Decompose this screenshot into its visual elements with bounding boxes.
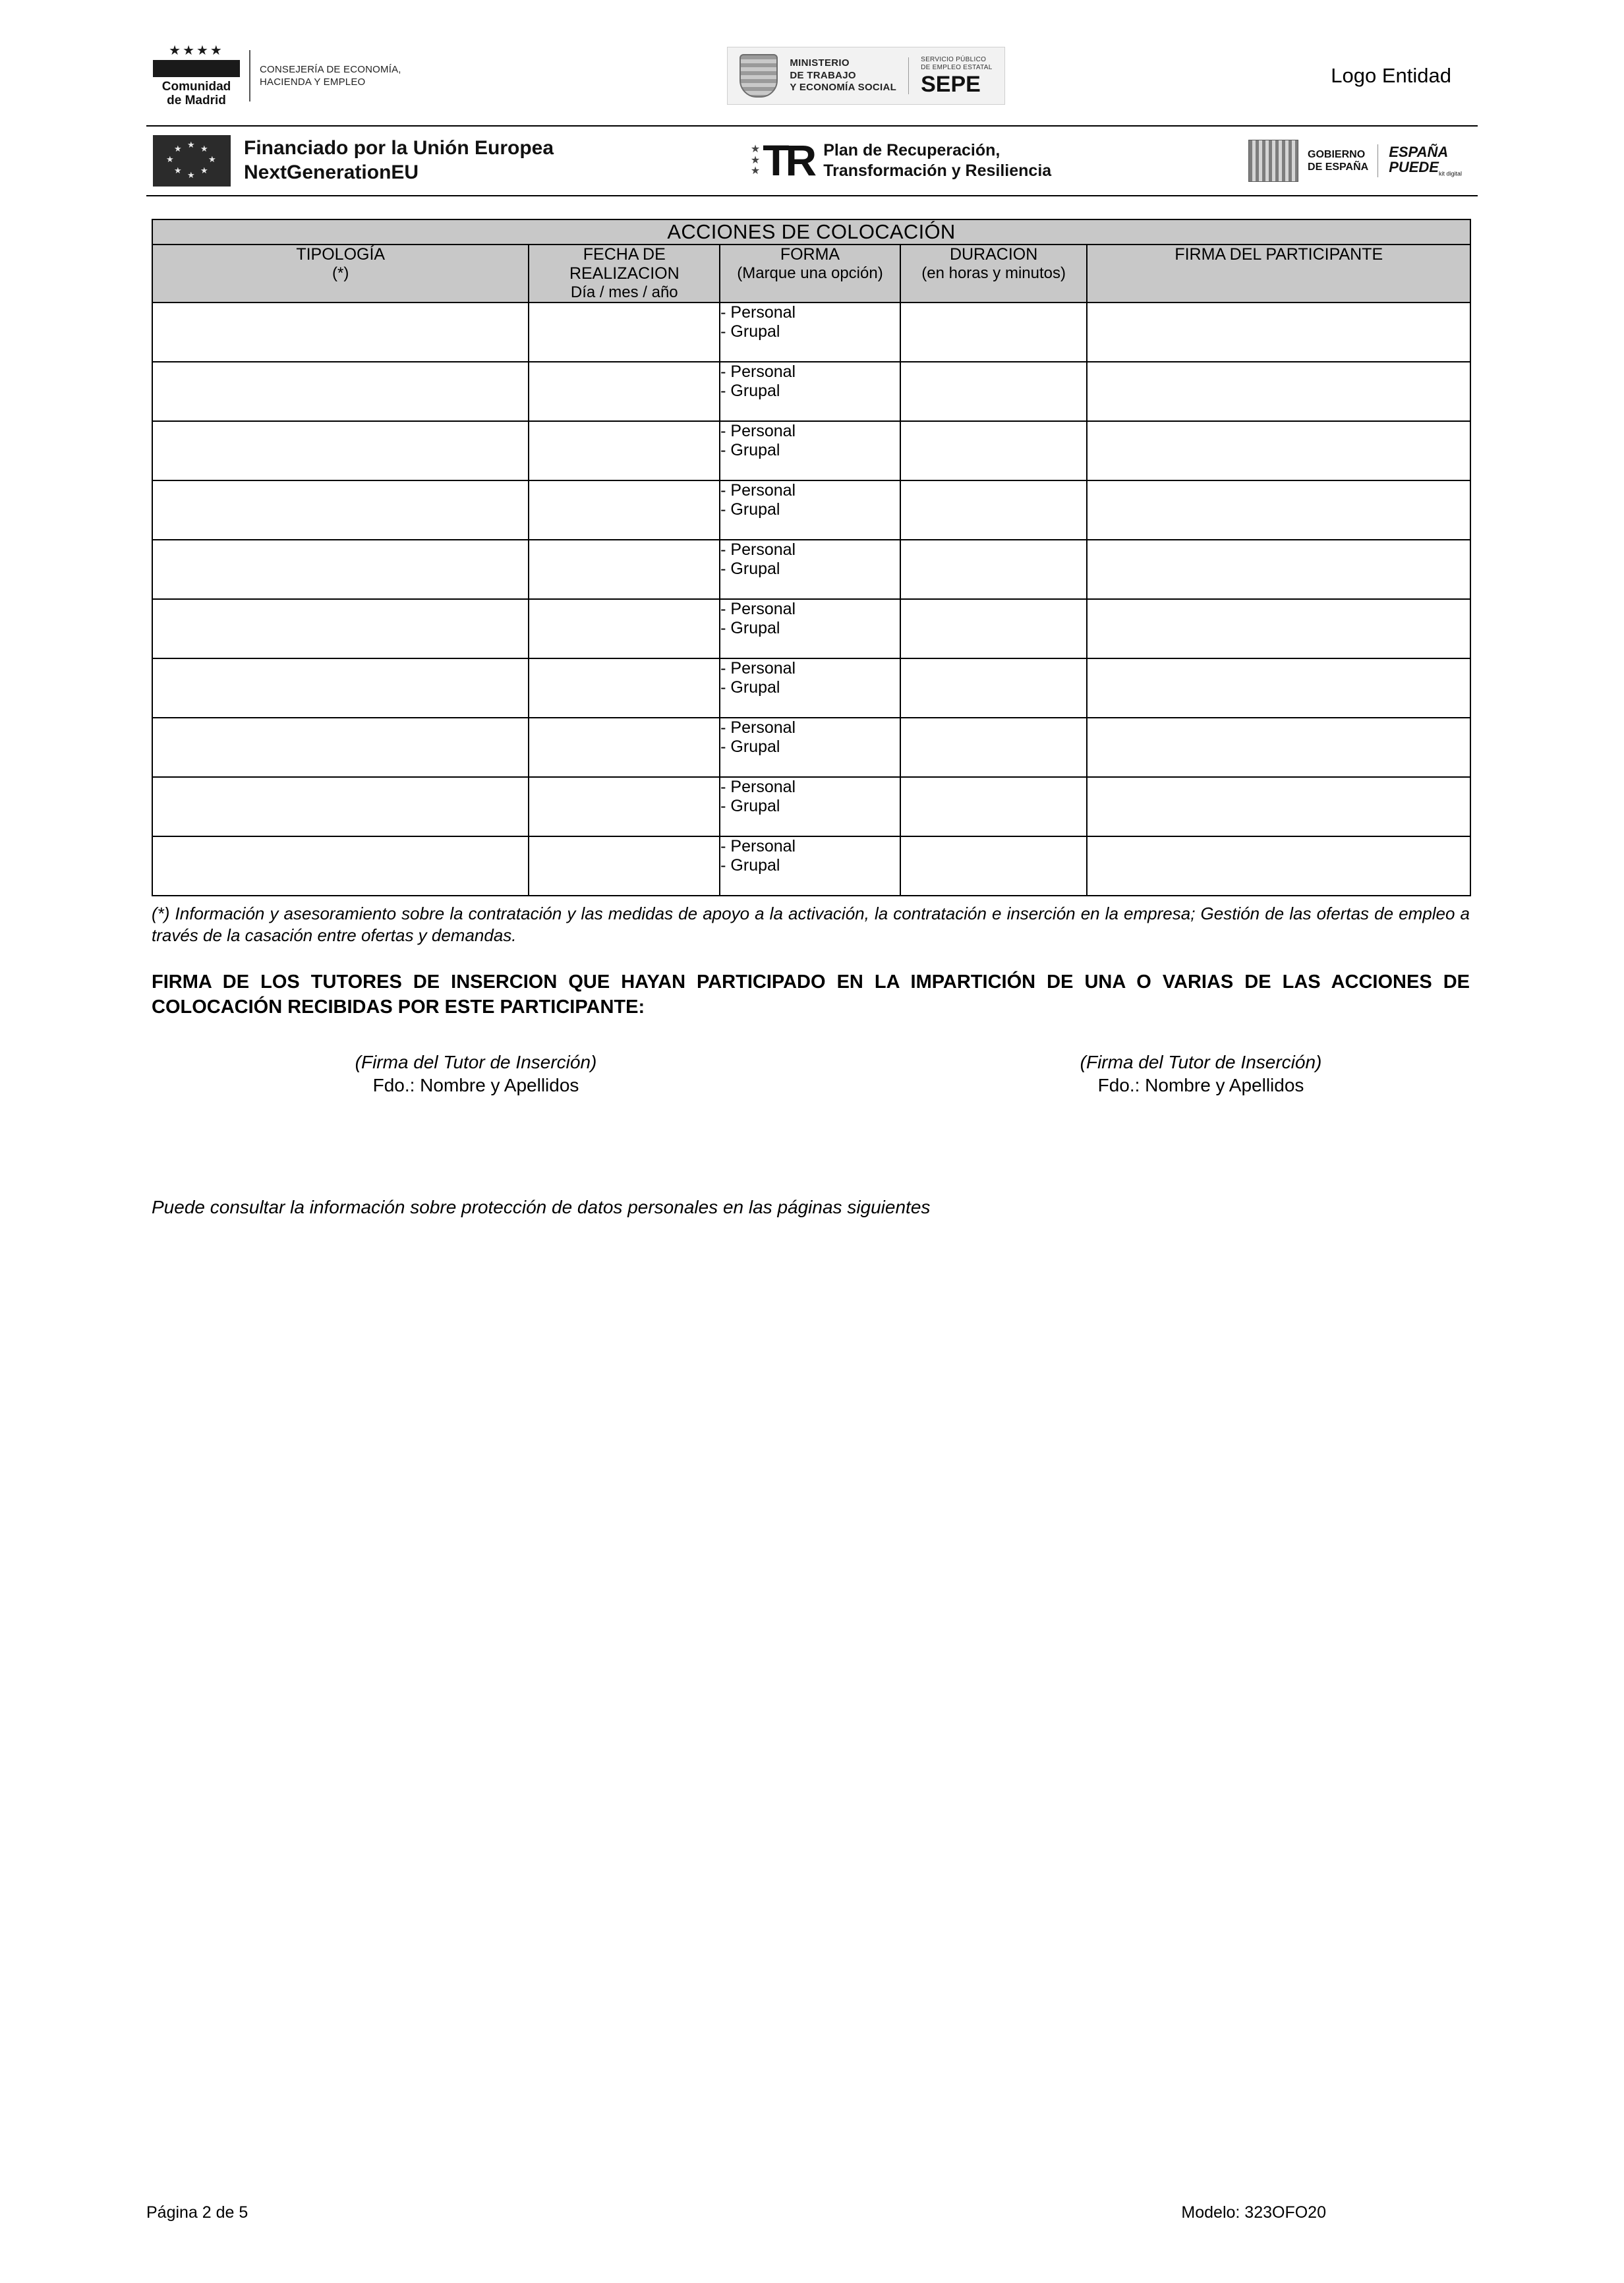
column-header-firma xyxy=(1087,245,1470,303)
column-header-fecha xyxy=(529,245,720,303)
option-grupal[interactable]: - Grupal xyxy=(720,322,780,341)
option-grupal[interactable]: - Grupal xyxy=(720,797,780,816)
option-personal[interactable]: - Personal xyxy=(720,540,796,559)
option-personal[interactable]: - Personal xyxy=(720,836,796,855)
column-header-firma-main: FIRMA DEL PARTICIPANTE xyxy=(1174,245,1383,264)
option-personal[interactable]: - Personal xyxy=(720,421,796,440)
cell-fecha[interactable] xyxy=(529,303,720,362)
cell-forma[interactable] xyxy=(720,540,900,599)
madrid-dept-line2: HACIENDA Y EMPLEO xyxy=(260,76,366,88)
option-personal[interactable]: - Personal xyxy=(720,303,796,322)
sepe-block xyxy=(921,56,992,96)
column-header-forma-sub: (Marque una opción) xyxy=(737,264,883,282)
cell-tipologia[interactable] xyxy=(152,303,529,362)
table-title-row xyxy=(152,219,1470,245)
privacy-note: Puede consultar la información sobre protección de datos personales en las páginas siguientes xyxy=(152,1196,931,1217)
column-header-tipologia-main: TIPOLOGÍA xyxy=(296,245,386,264)
entity-logo-placeholder: Logo Entidad xyxy=(1331,64,1451,87)
eu-funding-text xyxy=(244,136,554,185)
sepe-service-line2: DE EMPLEO ESTATAL xyxy=(921,64,993,71)
gobierno-line2: DE ESPAÑA xyxy=(1308,161,1369,173)
cell-duracion[interactable] xyxy=(900,540,1088,599)
espana-puede-line2: PUEDE xyxy=(1389,159,1439,176)
cell-firma[interactable] xyxy=(1087,658,1470,718)
signature-block-1 xyxy=(272,1051,680,1097)
cell-fecha[interactable] xyxy=(529,599,720,658)
cell-fecha[interactable] xyxy=(529,718,720,777)
cell-tipologia[interactable] xyxy=(152,421,529,480)
option-personal[interactable]: - Personal xyxy=(720,599,796,618)
cell-duracion[interactable] xyxy=(900,362,1088,421)
gobierno-line1: GOBIERNO xyxy=(1308,148,1366,160)
table-row xyxy=(152,599,1470,658)
cell-fecha[interactable] xyxy=(529,421,720,480)
signature-caption-1: (Firma del Tutor de Inserción) xyxy=(355,1051,597,1072)
cell-fecha[interactable] xyxy=(529,362,720,421)
column-header-fecha-main: FECHA DE REALIZACION xyxy=(569,245,680,283)
eu-funding-logo xyxy=(153,135,554,187)
option-grupal[interactable]: - Grupal xyxy=(720,856,780,875)
option-grupal[interactable]: - Grupal xyxy=(720,560,780,579)
table-row xyxy=(152,658,1470,718)
prtr-stars-icon: ★ ★ ★ xyxy=(750,143,761,177)
cell-firma[interactable] xyxy=(1087,421,1470,480)
prtr-monogram: TR xyxy=(763,136,813,185)
table-row xyxy=(152,836,1470,896)
gobierno-de-espana-logo xyxy=(1248,140,1462,182)
option-personal[interactable]: - Personal xyxy=(720,480,796,500)
table-row xyxy=(152,303,1470,362)
column-header-tipologia-sub: (*) xyxy=(332,264,349,282)
table-title: ACCIONES DE COLOCACIÓN xyxy=(152,219,1470,245)
option-personal[interactable]: - Personal xyxy=(720,658,796,678)
signature-name-1[interactable]: Fdo.: Nombre y Apellidos xyxy=(372,1074,579,1095)
cell-forma[interactable] xyxy=(720,777,900,836)
cell-fecha[interactable] xyxy=(529,480,720,540)
cell-forma[interactable] xyxy=(720,362,900,421)
signature-block-2 xyxy=(997,1051,1405,1097)
column-header-tipologia xyxy=(152,245,529,303)
cell-tipologia[interactable] xyxy=(152,480,529,540)
header-logos-top xyxy=(146,26,1478,125)
espana-puede-logo xyxy=(1378,144,1462,177)
comunidad-de-madrid-logo xyxy=(153,44,401,108)
option-personal[interactable]: - Personal xyxy=(720,362,796,381)
footer-page-number: Página 2 de 5 xyxy=(146,2203,248,2222)
option-grupal[interactable]: - Grupal xyxy=(720,678,780,697)
tipologia-footnote: (*) Información y asesoramiento sobre la contratación y las medidas de apoyo a la activación, la contratación e inserción en la empresa; Gestión de las ofertas de empleo a través de la casación entre ofertas y demandas. xyxy=(152,903,1470,946)
madrid-name-line2: de Madrid xyxy=(167,93,226,107)
ministry-text xyxy=(790,57,896,94)
option-grupal[interactable]: - Grupal xyxy=(720,737,780,757)
logo-divider xyxy=(249,50,250,101)
cell-tipologia[interactable] xyxy=(152,718,529,777)
gobierno-text xyxy=(1308,148,1368,173)
acciones-de-colocacion-table xyxy=(152,219,1471,896)
table-row xyxy=(152,718,1470,777)
acciones-table-wrapper xyxy=(146,219,1478,896)
column-header-fecha-sub: Día / mes / año xyxy=(570,283,678,301)
madrid-name-line1: Comunidad xyxy=(161,79,231,94)
sepe-logo xyxy=(727,47,1004,105)
cell-fecha[interactable] xyxy=(529,836,720,896)
spain-coat-of-arms-icon xyxy=(740,54,778,98)
madrid-dept-line1: CONSEJERÍA DE ECONOMÍA, xyxy=(260,63,401,75)
cell-fecha[interactable] xyxy=(529,540,720,599)
cell-firma[interactable] xyxy=(1087,303,1470,362)
table-row xyxy=(152,777,1470,836)
option-grupal[interactable]: - Grupal xyxy=(720,500,780,519)
madrid-stars-icon: ★★★★ xyxy=(169,43,224,58)
column-header-duracion xyxy=(900,245,1088,303)
espana-puede-line1: ESPAÑA xyxy=(1389,144,1449,161)
cell-tipologia[interactable] xyxy=(152,658,529,718)
table-row xyxy=(152,362,1470,421)
cell-duracion[interactable] xyxy=(900,303,1088,362)
sepe-acronym: SEPE xyxy=(921,72,981,97)
madrid-mark xyxy=(153,44,240,108)
cell-fecha[interactable] xyxy=(529,658,720,718)
cell-forma[interactable] xyxy=(720,303,900,362)
cell-tipologia[interactable] xyxy=(152,836,529,896)
prtr-line2: Transformación y Resiliencia xyxy=(823,161,1052,180)
cell-duracion[interactable] xyxy=(900,421,1088,480)
option-grupal[interactable]: - Grupal xyxy=(720,441,780,460)
footer-model-code: Modelo: 323OFO20 xyxy=(1181,2203,1326,2222)
cell-forma[interactable] xyxy=(720,599,900,658)
cell-forma[interactable] xyxy=(720,658,900,718)
cell-firma[interactable] xyxy=(1087,718,1470,777)
eu-funding-line1: Financiado por la Unión Europea xyxy=(244,137,554,159)
prtr-text xyxy=(823,140,1051,182)
madrid-band xyxy=(153,60,240,77)
column-header-forma-main: FORMA xyxy=(780,245,840,264)
option-grupal[interactable]: - Grupal xyxy=(720,619,780,638)
cell-firma[interactable] xyxy=(1087,836,1470,896)
header-funding-bar xyxy=(146,125,1478,196)
table-row xyxy=(152,480,1470,540)
cell-duracion[interactable] xyxy=(900,599,1088,658)
cell-forma[interactable] xyxy=(720,421,900,480)
cell-forma[interactable] xyxy=(720,718,900,777)
signature-name-2[interactable]: Fdo.: Nombre y Apellidos xyxy=(1097,1074,1304,1095)
eu-flag-icon: ★ ★ ★ ★ ★ ★ ★ ★ xyxy=(153,135,231,187)
option-personal[interactable]: - Personal xyxy=(720,777,796,796)
cell-duracion[interactable] xyxy=(900,480,1088,540)
ministry-line2: DE TRABAJO xyxy=(790,69,856,81)
cell-firma[interactable] xyxy=(1087,480,1470,540)
option-grupal[interactable]: - Grupal xyxy=(720,382,780,401)
page-footer xyxy=(146,2203,1478,2222)
column-header-duracion-sub: (en horas y minutos) xyxy=(921,264,1066,282)
cell-tipologia[interactable] xyxy=(152,540,529,599)
gobierno-crest-icon xyxy=(1248,140,1298,182)
prtr-logo xyxy=(750,136,1052,185)
sepe-divider xyxy=(908,57,909,94)
cell-duracion[interactable] xyxy=(900,718,1088,777)
page-content xyxy=(146,26,1478,1219)
cell-firma[interactable] xyxy=(1087,540,1470,599)
cell-tipologia[interactable] xyxy=(152,362,529,421)
cell-tipologia[interactable] xyxy=(152,599,529,658)
prtr-mark-icon xyxy=(750,136,813,185)
cell-firma[interactable] xyxy=(1087,777,1470,836)
madrid-department xyxy=(260,63,401,89)
signature-caption-2: (Firma del Tutor de Inserción) xyxy=(1080,1051,1322,1072)
ministry-line3: Y ECONOMÍA SOCIAL xyxy=(790,82,897,94)
table-header-row xyxy=(152,245,1470,303)
cell-duracion[interactable] xyxy=(900,836,1088,896)
cell-forma[interactable] xyxy=(720,836,900,896)
cell-duracion[interactable] xyxy=(900,777,1088,836)
prtr-line1: Plan de Recuperación, xyxy=(823,140,1000,159)
cell-firma[interactable] xyxy=(1087,599,1470,658)
tutors-signature-heading: FIRMA DE LOS TUTORES DE INSERCION QUE HAYAN PARTICIPADO EN LA IMPARTICIÓN DE UNA O VARIAS DE LAS ACCIONES DE COLOCACIÓN RECIBIDAS POR ESTE PARTICIPANTE: xyxy=(152,971,1470,1018)
sepe-service-line1: SERVICIO PÚBLICO xyxy=(921,56,987,63)
ministry-line1: MINISTERIO xyxy=(790,57,850,69)
cell-tipologia[interactable] xyxy=(152,777,529,836)
espana-puede-sub: kit digital xyxy=(1438,170,1462,177)
madrid-name xyxy=(153,80,240,108)
eu-funding-line2: NextGenerationEU xyxy=(244,161,419,183)
option-personal[interactable]: - Personal xyxy=(720,718,796,737)
table-row xyxy=(152,540,1470,599)
cell-firma[interactable] xyxy=(1087,362,1470,421)
signature-area xyxy=(146,1051,1478,1097)
cell-fecha[interactable] xyxy=(529,777,720,836)
cell-duracion[interactable] xyxy=(900,658,1088,718)
column-header-forma xyxy=(720,245,900,303)
table-row xyxy=(152,421,1470,480)
column-header-duracion-main: DURACION xyxy=(949,245,1038,264)
cell-forma[interactable] xyxy=(720,480,900,540)
